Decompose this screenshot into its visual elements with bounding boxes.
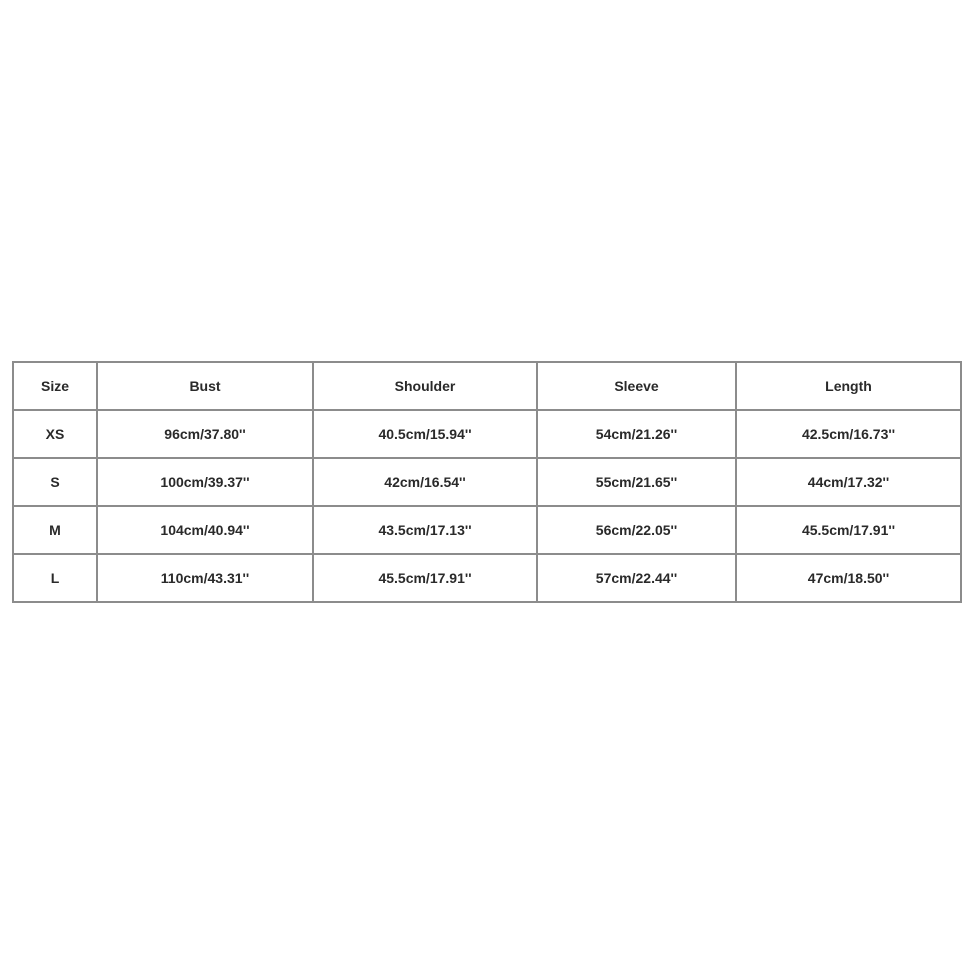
size-cell: S <box>13 458 97 506</box>
sleeve-cell: 56cm/22.05'' <box>537 506 736 554</box>
table-row <box>13 554 961 602</box>
bust-cell: 110cm/43.31'' <box>97 554 313 602</box>
header-size: Size <box>13 362 97 410</box>
header-shoulder: Shoulder <box>313 362 537 410</box>
table-row <box>13 506 961 554</box>
table-header-row <box>13 362 961 410</box>
bust-cell: 96cm/37.80'' <box>97 410 313 458</box>
length-cell: 42.5cm/16.73'' <box>736 410 961 458</box>
sleeve-cell: 57cm/22.44'' <box>537 554 736 602</box>
size-chart-table <box>12 361 962 603</box>
shoulder-cell: 40.5cm/15.94'' <box>313 410 537 458</box>
length-cell: 45.5cm/17.91'' <box>736 506 961 554</box>
header-sleeve: Sleeve <box>537 362 736 410</box>
shoulder-cell: 42cm/16.54'' <box>313 458 537 506</box>
shoulder-cell: 45.5cm/17.91'' <box>313 554 537 602</box>
header-bust: Bust <box>97 362 313 410</box>
size-cell: L <box>13 554 97 602</box>
size-cell: M <box>13 506 97 554</box>
table-row <box>13 410 961 458</box>
size-cell: XS <box>13 410 97 458</box>
table-row <box>13 458 961 506</box>
length-cell: 44cm/17.32'' <box>736 458 961 506</box>
bust-cell: 104cm/40.94'' <box>97 506 313 554</box>
header-length: Length <box>736 362 961 410</box>
sleeve-cell: 55cm/21.65'' <box>537 458 736 506</box>
sleeve-cell: 54cm/21.26'' <box>537 410 736 458</box>
shoulder-cell: 43.5cm/17.13'' <box>313 506 537 554</box>
length-cell: 47cm/18.50'' <box>736 554 961 602</box>
bust-cell: 100cm/39.37'' <box>97 458 313 506</box>
